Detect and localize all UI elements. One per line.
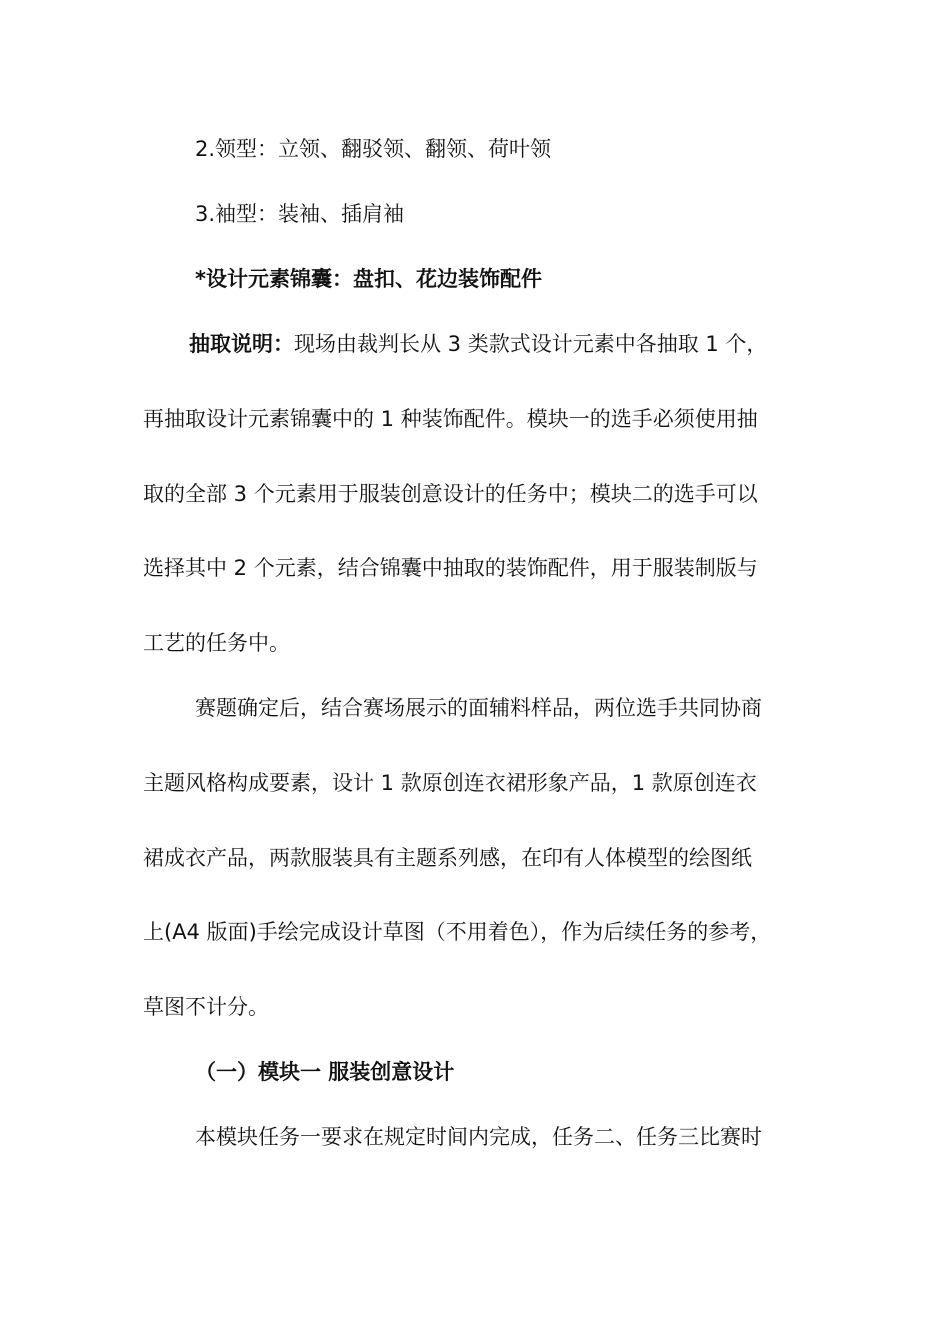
draw-instructions-label: 抽取说明： [189,332,294,356]
paragraph-line: 选择其中 2 个元素，结合锦囊中抽取的装饰配件，用于服装制版与 [143,556,758,580]
draw-instructions-text: 现场由裁判长从 3 类款式设计元素中各抽取 1 个， [294,332,768,356]
paragraph-line: 赛题确定后，结合赛场展示的面辅料样品，两位选手共同协商 [195,696,762,720]
paragraph-line: 上(A4 版面)手绘完成设计草图（不用着色），作为后续任务的参考， [143,920,772,944]
paragraph-line: 取的全部 3 个元素用于服装创意设计的任务中；模块二的选手可以 [143,482,758,506]
paragraph-line: 工艺的任务中。 [143,631,290,655]
design-kit-line: *设计元素锦囊：盘扣、花边装饰配件 [195,267,542,291]
paragraph-line: 主题风格构成要素，设计 1 款原创连衣裙形象产品，1 款原创连衣 [143,771,757,795]
draw-instructions-line [189,329,767,359]
module-heading: （一）模块一 服装创意设计 [195,1060,455,1084]
paragraph-line: 草图不计分。 [143,995,269,1019]
paragraph-line: 本模块任务一要求在规定时间内完成，任务二、任务三比赛时 [195,1125,762,1149]
sleeve-types-line: 3.袖型：装袖、插肩袖 [195,202,405,226]
paragraph-line: 裙成衣产品，两款服装具有主题系列感，在印有人体模型的绘图纸 [143,846,752,870]
paragraph-line: 再抽取设计元素锦囊中的 1 种装饰配件。模块一的选手必须使用抽 [143,407,758,431]
collar-types-line: 2.领型：立领、翻驳领、翻领、荷叶领 [195,137,552,161]
